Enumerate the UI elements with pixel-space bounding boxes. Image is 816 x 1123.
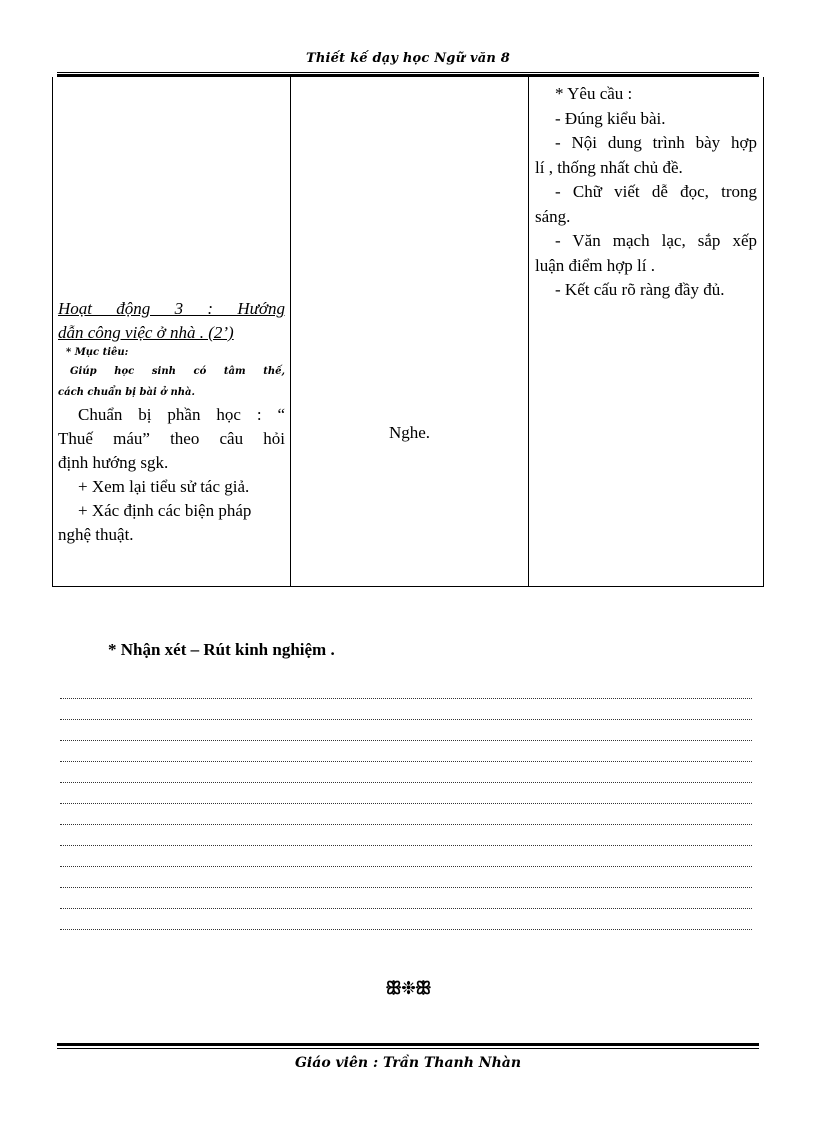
req-line8: luận điểm hợp lí . — [535, 255, 655, 275]
dotted-line — [60, 845, 752, 846]
preparation-text — [58, 403, 285, 547]
table-row — [53, 77, 764, 587]
dotted-line — [60, 719, 752, 720]
dotted-line — [60, 929, 752, 930]
dotted-line — [60, 866, 752, 867]
req-line9: - Kết cấu rõ ràng đầy đủ. — [555, 280, 725, 299]
req-line6: sáng. — [535, 206, 571, 226]
prep-line6: nghệ thuật. — [58, 525, 134, 544]
req-line7: - Văn mạch lạc, sắp xếp — [555, 231, 757, 250]
dotted-line — [60, 698, 752, 699]
objective-line2: cách chuẩn bị bài ở nhà. — [58, 387, 195, 398]
page-footer-teacher: Giáo viên : Trần Thanh Nhàn — [294, 1055, 522, 1071]
objective-text — [58, 361, 285, 403]
lesson-table — [52, 77, 764, 587]
dotted-line — [60, 887, 752, 888]
student-activity-cell — [291, 77, 529, 587]
footer-rule-thin — [57, 1048, 759, 1049]
prep-line1: Chuẩn bị phần học : “ — [78, 405, 285, 424]
requirements-block — [535, 82, 757, 303]
review-heading: * Nhận xét – Rút kinh nghiệm . — [108, 640, 335, 659]
header-rule-thin — [57, 72, 759, 73]
dotted-line — [60, 782, 752, 783]
ornament-divider-icon: ꕥ❉ꕥ — [385, 978, 431, 999]
dotted-line — [60, 803, 752, 804]
footer-rule-thick — [57, 1043, 759, 1046]
req-line1: * Yêu cầu : — [555, 84, 633, 103]
req-line4: lí , thống nhất chủ đề. — [535, 157, 683, 177]
req-line5: - Chữ viết dễ đọc, trong — [555, 182, 757, 201]
activity-heading-line1: Hoạt động 3 : Hướng — [58, 299, 285, 318]
dotted-line — [60, 824, 752, 825]
prep-line3: định hướng sgk. — [58, 453, 169, 472]
prep-line4: + Xem lại tiểu sử tác giả. — [78, 477, 250, 496]
requirements-cell — [529, 77, 764, 587]
prep-line2: Thuế máu” theo câu hỏi — [58, 429, 285, 448]
activity-block — [58, 297, 285, 547]
dotted-line — [60, 761, 752, 762]
dotted-line — [60, 740, 752, 741]
objective-label: * Mục tiêu: — [66, 347, 129, 358]
req-line3: - Nội dung trình bày hợp — [555, 133, 757, 152]
activity-heading-line2: dẫn công việc ở nhà . (2’) — [58, 323, 234, 342]
req-line2: - Đúng kiểu bài. — [555, 108, 666, 128]
activity-cell — [53, 77, 291, 587]
page-header-title: Thiết kế dạy học Ngữ văn 8 — [306, 51, 510, 66]
student-activity-text: Nghe. — [388, 423, 431, 442]
dotted-line — [60, 908, 752, 909]
prep-line5: + Xác định các biện pháp — [78, 501, 252, 520]
objective-line1: Giúp học sinh có tâm thế, — [70, 366, 285, 377]
